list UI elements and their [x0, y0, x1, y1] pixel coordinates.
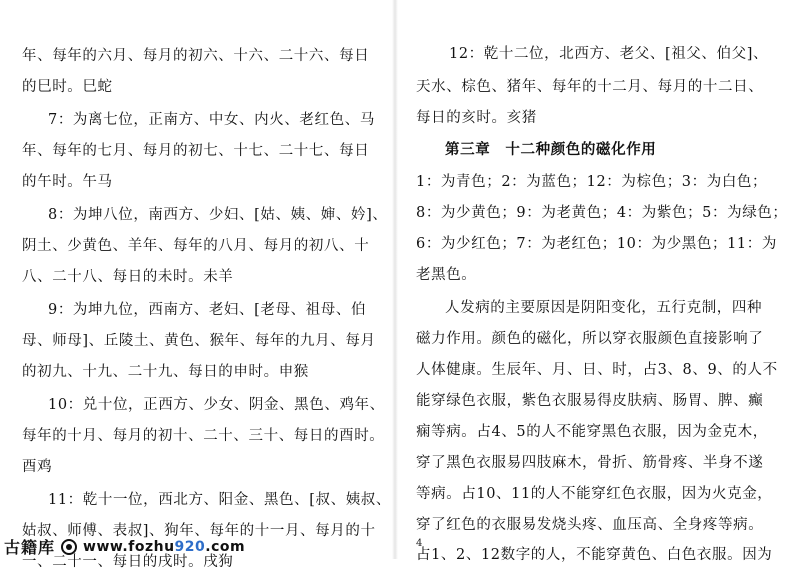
text-line: 天水、棕色、猪年、每年的十二月、每月的十二日、 — [416, 79, 764, 95]
text-line: 11：乾十一位，西北方、阳金、黑色、[叔、姨叔、 — [48, 492, 392, 508]
book-gutter — [392, 0, 398, 559]
text-line: 人体健康。生辰年、月、日、时，占3、8、9、的人不 — [416, 362, 778, 378]
text-line: 8：为坤八位，南西方、少妇、[姑、姨、婶、妗]、 — [48, 207, 388, 223]
text-line: 能穿绿色衣服，紫色衣服易得皮肤病、肠胃、脾、癫 — [416, 393, 764, 409]
text-line: 9：为坤九位，西南方、老妇、[老母、祖母、伯 — [48, 302, 367, 318]
text-line: 姑叔、师傅、表叔]、狗年、每年的十一月、每月的十 — [22, 523, 376, 539]
text-line: 12：乾十二位，北西方、老父、[祖父、伯父]、 — [449, 46, 769, 62]
site-watermark — [0, 534, 300, 559]
watermark-url-suffix: .com — [205, 538, 246, 555]
text-line: 母、师母]、丘陵土、黄色、猴年、每年的九月、每月 — [22, 333, 376, 349]
text-line: 每年的十月、每月的初十、二十、三十、每日的酉时。 — [22, 428, 385, 444]
text-line: 穿了红色的衣服易发烧头疼、血压高、全身疼等病。 — [416, 517, 764, 533]
text-line: 10：兑十位，正西方、少女、阴金、黑色、鸡年、 — [48, 397, 385, 413]
text-line: 酉鸡 — [22, 459, 53, 475]
text-line: 人发病的主要原因是阴阳变化，五行克制，四种 — [445, 300, 763, 316]
watermark-site-name: 古籍库 — [4, 538, 56, 557]
text-line: 年、每年的六月、每月的初六、十六、二十六、每日 — [22, 48, 370, 64]
watermark-url-number: 920 — [174, 538, 206, 555]
text-line: 一、二十一、每日的戌时。戌狗 — [22, 554, 234, 570]
text-line: 每日的亥时。亥猪 — [416, 110, 537, 126]
text-line: 等病。占10、11的人不能穿红色衣服，因为火克金， — [416, 486, 773, 502]
watermark-url-prefix: www.fozhu — [83, 538, 175, 555]
right-page — [405, 0, 793, 563]
watermark-logo-icon — [61, 539, 77, 555]
text-line: 8：为少黄色；9：为老黄色；4：为紫色；5：为绿色； — [416, 205, 788, 221]
page-number: 4 — [416, 538, 423, 549]
text-line: 6：为少红色；7：为老红色；10：为少黑色；11：为 — [416, 236, 777, 252]
text-line: 穿了黑色衣服易四肢麻木，骨折、筋骨疼、半身不遂 — [416, 455, 764, 471]
text-line: 年、每年的七月、每月的初七、十七、二十七、每日 — [22, 143, 370, 159]
text-line: 占1、2、12数字的人，不能穿黄色、白色衣服。因为 — [416, 547, 773, 563]
text-line: 7：为离七位，正南方、中女、内火、老红色、马 — [48, 112, 375, 128]
text-line: 痫等病。占4、5的人不能穿黑色衣服，因为金克木， — [416, 424, 768, 440]
chapter-heading: 第三章 十二种颜色的磁化作用 — [445, 141, 657, 158]
left-page — [0, 0, 392, 570]
text-line: 1：为青色；2：为蓝色；12：为棕色；3：为白色； — [416, 174, 768, 190]
text-line: 老黑色。 — [416, 267, 477, 283]
text-line: 的午时。午马 — [22, 174, 113, 190]
text-line: 的初九、十九、二十九、每日的申时。申猴 — [22, 364, 309, 380]
text-line: 阴土、少黄色、羊年、每年的八月、每月的初八、十 — [22, 238, 370, 254]
text-line: 八、二十八、每日的未时。未羊 — [22, 269, 234, 285]
watermark-url — [83, 539, 245, 555]
text-line: 的巳时。巳蛇 — [22, 79, 113, 95]
text-line: 磁力作用。颜色的磁化，所以穿衣服颜色直接影响了 — [416, 331, 764, 347]
